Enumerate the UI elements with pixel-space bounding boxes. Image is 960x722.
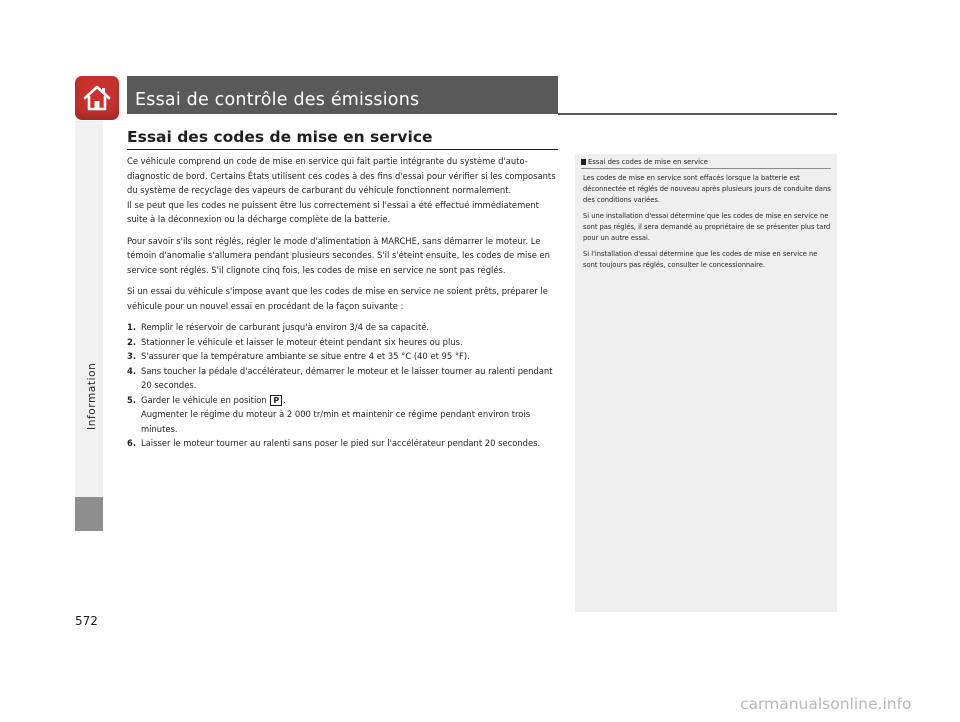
note-title: Essai des codes de mise en service [588,158,708,166]
note-paragraph: Les codes de mise en service sont effacés lorsque la batterie est déconnectée et réglés de nouveau après plusieurs jours de conduite dans des conditions variées. [583,174,831,204]
procedure-step [127,393,559,437]
step-number: 2. [127,336,137,347]
note-paragraph: Si une installation d'essai détermine que les codes de mise en service ne sont pas réglés, il sera demandé au propriétaire de se présenter plus tard pour un autre essai. [583,212,831,242]
procedure-step [127,349,559,364]
side-tab-label[interactable]: Information [86,362,98,430]
step-number: 3. [127,351,137,361]
step-number: 1. [127,322,137,332]
side-tab-marker [75,497,103,531]
step-text-suffix: . [283,394,286,405]
body-paragraph: Ce véhicule comprend un code de mise en service qui fait partie intégrante du système d'auto-diagnostic de bord. Certains États utilisent ces codes à des fins d'essai pour vérifier si les composants du système de recyclage des vapeurs de carburant du véhicule fonctionnent normalement. [127,156,556,195]
procedure-step [127,335,559,350]
step-text: Laisser le moteur tourner au ralenti sans poser le pied sur l'accélérateur pendant 20 secondes. [141,438,541,448]
home-button[interactable] [75,76,119,120]
body-paragraph: Il se peut que les codes ne puissent être lus correctement si l'essai a été effectué immédiatement suite à la déconnexion ou la décharge complète de la batterie. [127,199,539,224]
gear-position-p-icon: P [270,395,282,406]
body-paragraph: Pour savoir s'ils sont réglés, régler le mode d'alimentation à MARCHE, sans démarrer le moteur. Le témoin d'anomalie s'allumera pendant plusieurs secondes. S'il s'éteint ensuite, les codes de mise en service sont réglés. S'il clignote cinq fois, les codes de mise en service ne sont pas réglés. [127,235,550,275]
note-body [583,173,831,276]
step-text: Remplir le réservoir de carburant jusqu'à environ 3/4 de sa capacité. [141,322,430,332]
note-marker-icon [581,159,586,165]
procedure-steps [127,320,559,451]
watermark: carmanualsonline.info [740,695,912,713]
procedure-step [127,436,559,451]
note-header [581,158,831,166]
chapter-header [127,76,558,114]
step-text: Stationner le véhicule et laisser le moteur éteint pendant six heures ou plus. [141,336,463,347]
chapter-title: Essai de contrôle des émissions [135,90,420,110]
step-number: 5. [127,394,137,405]
step-number: 6. [127,438,137,448]
step-text: S'assurer que la température ambiante se situe entre 4 et 35 °C (40 et 95 °F). [141,351,470,361]
step-text: Augmenter le régime du moteur à 2 000 tr/min et maintenir ce régime pendant environ trois minutes. [141,409,531,434]
page-number: 572 [75,614,98,628]
note-rule [581,168,831,169]
note-panel [575,154,837,612]
header-rule [558,113,837,115]
section-rule [127,149,558,150]
note-paragraph: Si l'installation d'essai détermine que les codes de mise en service ne sont toujours pas réglés, consulter le concessionnaire. [583,250,818,269]
side-tab-strip [75,121,103,530]
body-paragraph: Si un essai du véhicule s'impose avant que les codes de mise en service ne soient prêts, préparer le véhicule pour un nouvel essai en procédant de la façon suivante : [127,286,548,311]
home-icon [82,84,112,112]
section-title: Essai des codes de mise en service [127,128,433,146]
step-text: Garder le véhicule en position [141,394,267,405]
main-body [127,154,559,451]
step-text: Sans toucher la pédale d'accélérateur, démarrer le moteur et le laisser tourner au ralenti pendant 20 secondes. [141,365,553,390]
procedure-step [127,320,559,335]
procedure-step [127,364,559,393]
step-number: 4. [127,365,137,376]
